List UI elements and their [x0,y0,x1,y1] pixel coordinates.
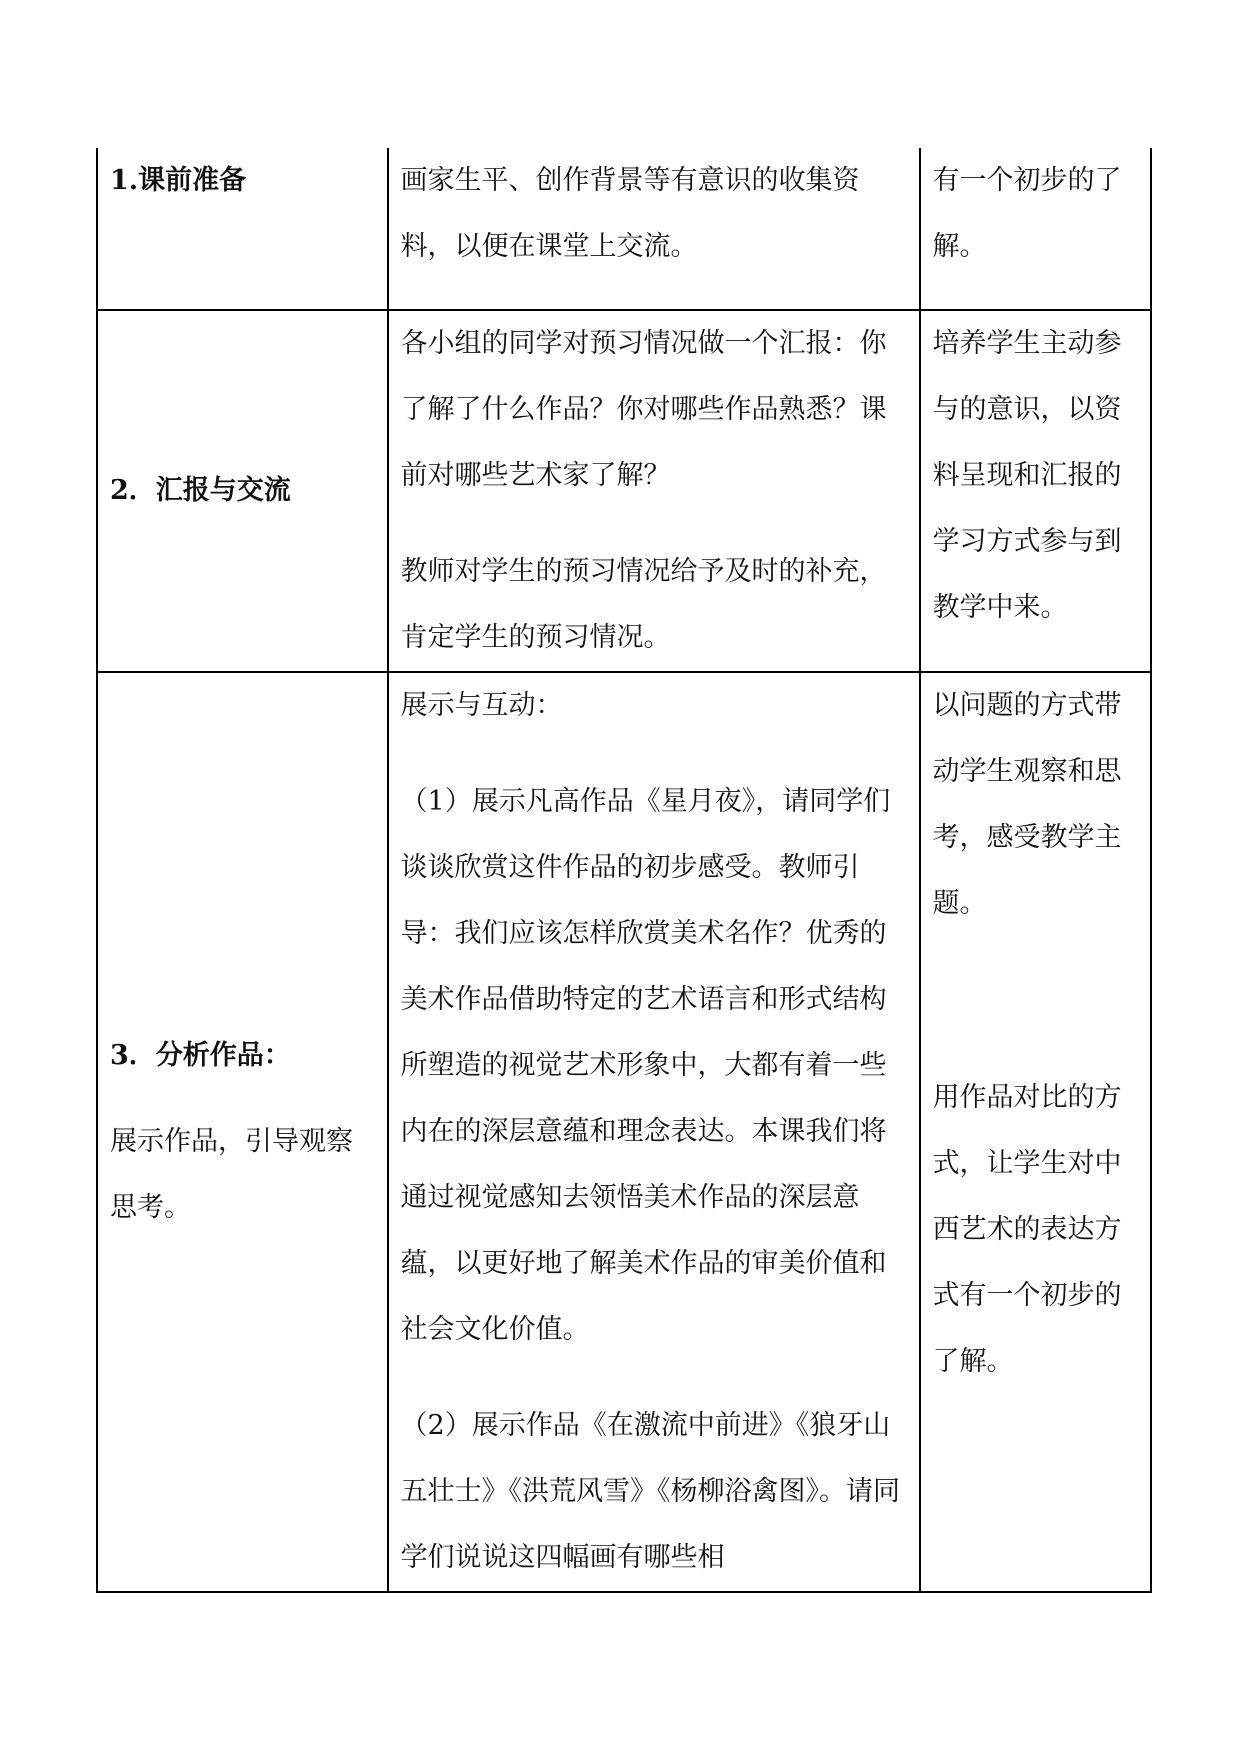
activity-paragraph: 各小组的同学对预习情况做一个汇报：你了解了什么作品？你对哪些作品熟悉？课前对哪些艺术家了解？ [400,328,887,491]
purpose-paragraph: 以问题的方式带动学生观察和思考，感受教学主题。 [932,690,1122,919]
table-row [97,672,1151,1592]
step-title: 1.课前准备 [110,165,247,196]
purpose-paragraph: 培养学生主动参与的意识，以资料呈现和汇报的学习方式参与到教学中来。 [932,328,1122,623]
step-cell [97,148,388,310]
activity-paragraph: （2）展示作品《在激流中前进》《狼牙山五壮士》《洪荒风雪》《杨柳浴禽图》。请同学们说说这四幅画有哪些相 [400,1410,901,1573]
step-cell [97,672,388,1592]
activity-cell [388,310,920,672]
step-title: 2．汇报与交流 [110,475,291,506]
table-row [97,310,1151,672]
step-cell [97,310,388,672]
purpose-cell [920,148,1151,310]
step-description: 展示作品，引导观察思考。 [110,1126,353,1223]
activity-cell [388,148,920,310]
lesson-plan-table [96,148,1152,1593]
activity-paragraph: 展示与互动： [400,690,563,721]
purpose-cell [920,310,1151,672]
purpose-paragraph: 有一个初步的了解。 [932,165,1122,262]
activity-paragraph: 画家生平、创作背景等有意识的收集资料，以便在课堂上交流。 [400,165,860,262]
table-row [97,148,1151,310]
purpose-paragraph: 用作品对比的方式，让学生对中西艺术的表达方式有一个初步的了解。 [932,1082,1122,1377]
step-title: 3．分析作品： [110,1040,291,1071]
purpose-cell [920,672,1151,1592]
activity-cell [388,672,920,1592]
activity-paragraph: （1）展示凡高作品《星月夜》，请同学们谈谈欣赏这件作品的初步感受。教师引导：我们应该怎样欣赏美术名作？优秀的美术作品借助特定的艺术语言和形式结构所塑造的视觉艺术形象中，大都有着一些内在的深层意蕴和理念表达。本课我们将通过视觉感知去领悟美术作品的深层意蕴，以更好地了解美术作品的审美价值和社会文化价值。 [400,786,891,1345]
activity-paragraph: 教师对学生的预习情况给予及时的补充，肯定学生的预习情况。 [400,556,887,653]
